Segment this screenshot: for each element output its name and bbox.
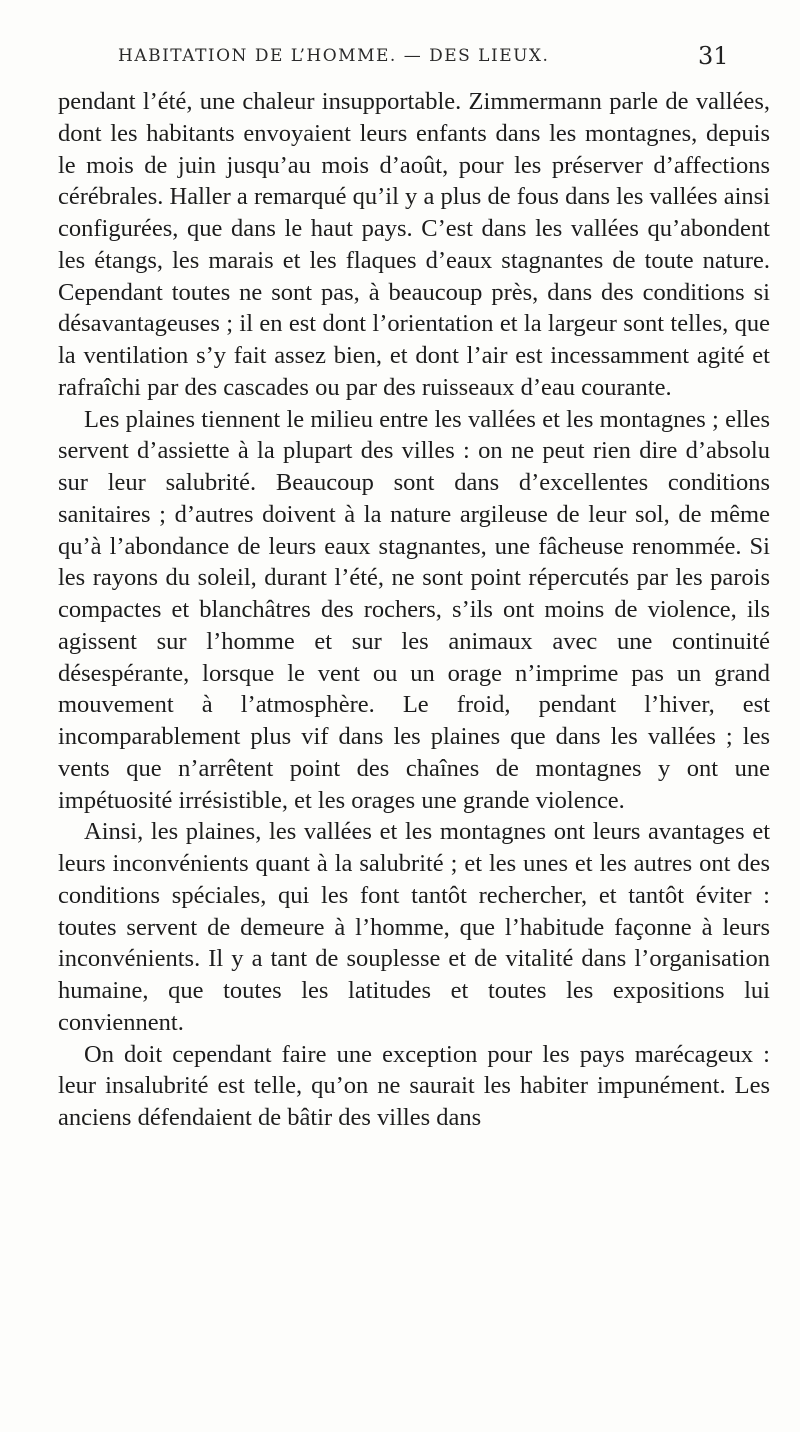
paragraph-2: Les plaines tiennent le milieu entre les vallées et les montagnes ; elles servent d’assiette à la plupart des villes : on ne peut rien dire d’absolu sur leur salubrité. Beaucoup sont dans d’excellentes conditions sanitaires ; d’autres doivent à la nature argileuse de leur sol, de même qu’à l’abondance de leurs eaux stagnantes, une fâcheuse renommée. Si les rayons du soleil, durant l’été, ne sont point répercutés par les parois compactes et blanchâtres des rochers, s’ils ont moins de violence, ils agissent sur l’homme et sur les animaux avec une continuité désespérante, lorsque le vent ou un orage n’imprime pas un grand mouvement à l’atmosphère. Le froid, pendant l’hiver, est incomparablement plus vif dans les plaines que dans les vallées ; les vents que n’arrêtent point des chaînes de montagnes y ont une impétuosité irrésistible, et les orages une grande violence. — [58, 405, 770, 814]
paragraph-4: On doit cependant faire une exception pour les pays marécageux : leur insalubrité est telle, qu’on ne saurait les habiter impunément. Les anciens défendaient de bâtir des villes dans — [58, 1040, 770, 1131]
page-number: 31 — [698, 42, 729, 70]
running-title: HABITATION DE L’HOMME. — DES LIEUX. — [118, 46, 550, 66]
paragraph-1: pendant l’été, une chaleur insupportable. Zimmermann parle de vallées, dont les habitants envoyaient leurs enfants dans les montagnes, depuis le mois de juin jusqu’au mois d’août, pour les préserver d’affections cérébrales. Haller a remarqué qu’il y a plus de fous dans les vallées ainsi configurées, que dans le haut pays. C’est dans les vallées qu’abondent les étangs, les marais et les flaques d’eaux stagnantes de toute nature. Cependant toutes ne sont pas, à beaucoup près, dans des conditions si désavantageuses ; il en est dont l’orientation et la largeur sont telles, que la ventilation s’y fait assez bien, et dont l’air est incessamment agité et rafraîchi par des cascades ou par des ruisseaux d’eau courante. — [58, 88, 770, 401]
body-text — [58, 86, 770, 1134]
paragraph-3: Ainsi, les plaines, les vallées et les montagnes ont leurs avantages et leurs inconvénients quant à la salubrité ; et les unes et les autres ont des conditions spéciales, qui les font tantôt rechercher, et tantôt éviter : toutes servent de demeure à l’homme, que l’habitude façonne à leurs inconvénients. Il y a tant de souplesse et de vitalité dans l’organisation humaine, que toutes les latitudes et toutes les expositions lui conviennent. — [58, 818, 770, 1036]
page-header — [0, 42, 800, 82]
